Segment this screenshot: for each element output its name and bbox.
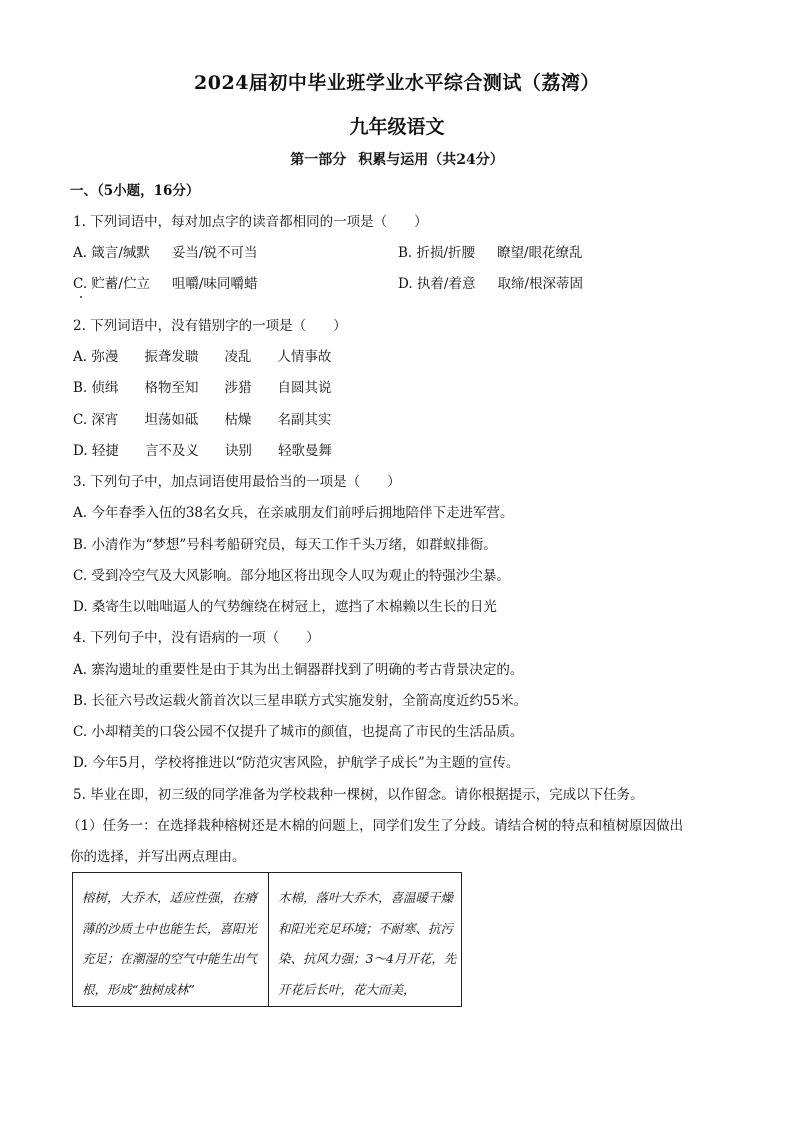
q2-c-w3: 枯燥 (224, 412, 252, 428)
q4-option-a: A. 寨沟遗址的重要性是由于其为出土铜器群找到了明确的考古背景决定的。 (73, 662, 524, 678)
q2-a-w1: A. 弥漫 (73, 349, 119, 365)
q1-c-word2: 咀嚼/味同嚼蜡 (171, 276, 258, 292)
banyan-cell: 榕树，大乔木，适应性强，在瘠薄的沙质土中也能生长，喜阳光充足；在潮湿的空气中能生出气根，形成“独树成林” (82, 890, 258, 997)
part-heading (0, 149, 794, 169)
q1-c-word1: C. 贮蓄/伫立 (73, 276, 150, 292)
q2-d-w2: 言不及义 (144, 443, 199, 459)
q2-stem: 2. 下列词语中，没有错别字的一项是（ ） (73, 318, 347, 334)
tree-comparison-table (72, 872, 462, 1007)
q2-a-w3: 凌乱 (224, 349, 252, 365)
q1-a-word1: A. 箴言/缄默 (73, 245, 150, 261)
q2-option-b (73, 378, 332, 398)
q1-a-word2: 妥当/锐不可当 (171, 245, 258, 261)
q3-option-a: A. 今年春季入伍的38名女兵，在亲戚朋友们前呼后拥地陪伴下走进军营。 (73, 505, 514, 521)
q1-b-word1: B. 折损/折腰 (398, 245, 476, 261)
q4-option-c: C. 小却精美的口袋公园不仅提升了城市的颜值，也提高了市民的生活品质。 (73, 724, 524, 740)
q1-b-word2: 瞭望/眼花缭乱 (497, 245, 583, 261)
q2-b-w1: B. 侦缉 (73, 380, 119, 396)
q2-d-w3: 诀别 (224, 443, 252, 459)
kapok-cell: 木棉，落叶大乔木，喜温暖干燥和阳光充足环境；不耐寒、抗污染、抗风力强；3～4月开花，先开花后长叶，花大而美， (278, 890, 457, 997)
section-heading: 一、（5小题，16分） (70, 183, 200, 199)
q4-stem: 4. 下列句子中，没有语病的一项（ ） (73, 630, 320, 646)
q1-stem: 1. 下列词语中，每对加点字的读音都相同的一项是（ ） (73, 214, 428, 230)
q2-b-w2: 格物至知 (144, 380, 199, 396)
q2-b-w3: 涉猎 (224, 380, 252, 396)
q3-option-d: D. 桑寄生以咄咄逼人的气势缠绕在树冠上，遮挡了木棉赖以生长的日光 (73, 599, 497, 615)
q2-b-w4: 自圆其说 (277, 380, 332, 396)
subject-title: 九年级语文 (349, 116, 445, 138)
q2-d-w1: D. 轻捷 (73, 443, 119, 459)
q1-d-word1: D. 执着/着意 (398, 276, 476, 292)
q1-option-d (398, 274, 583, 294)
q3-stem: 3. 下列句子中，加点词语使用最恰当的一项是（ ） (73, 474, 401, 490)
q2-c-w4: 名副其实 (277, 412, 332, 428)
q1-option-c (73, 274, 258, 294)
q4-option-d: D. 今年5月，学校将推进以“防范灾害风险，护航学子成长”为主题的宣传。 (73, 755, 520, 771)
q2-option-a (73, 347, 331, 367)
q2-option-c (73, 410, 331, 430)
q5-stem: 5. 毕业在即，初三级的同学准备为学校栽种一棵树，以作留念。请你根据提示，完成以下任务。 (73, 787, 644, 803)
q2-d-w4: 轻歌曼舞 (277, 443, 332, 459)
part-name: 积累与运用（共24分） (358, 152, 504, 168)
q3-option-b: B. 小清作为“梦想”号科考船研究员，每天工作千头万绪，如群蚁排衙。 (73, 537, 497, 553)
q2-c-w1: C. 深宵 (73, 412, 119, 428)
q1-option-b (398, 243, 583, 263)
q4-option-b: B. 长征六号改运载火箭首次以三星串联方式实施发射，全箭高度近约55米。 (73, 693, 528, 709)
stray-mark (80, 296, 82, 298)
q1-d-word2: 取缔/根深蒂固 (497, 276, 584, 292)
q2-a-w4: 人情事故 (277, 349, 332, 365)
exam-title: 2024届初中毕业班学业水平综合测试（荔湾） (194, 72, 600, 94)
q1-option-a (73, 243, 257, 263)
q2-a-w2: 振聋发聩 (144, 349, 199, 365)
q3-option-c: C. 受到冷空气及大风影响。部分地区将出现令人叹为观止的特强沙尘暴。 (73, 568, 510, 584)
part-label: 第一部分 (290, 152, 347, 168)
q5-task1-line1: （1）任务一：在选择栽种榕树还是木棉的问题上，同学们发生了分歧。请结合树的特点和植树原因做出 (67, 818, 684, 834)
table-divider (268, 873, 269, 1006)
q2-option-d (73, 441, 332, 461)
q5-task1-line2: 你的选择，并写出两点理由。 (70, 849, 246, 865)
q2-c-w2: 坦荡如砥 (144, 412, 199, 428)
